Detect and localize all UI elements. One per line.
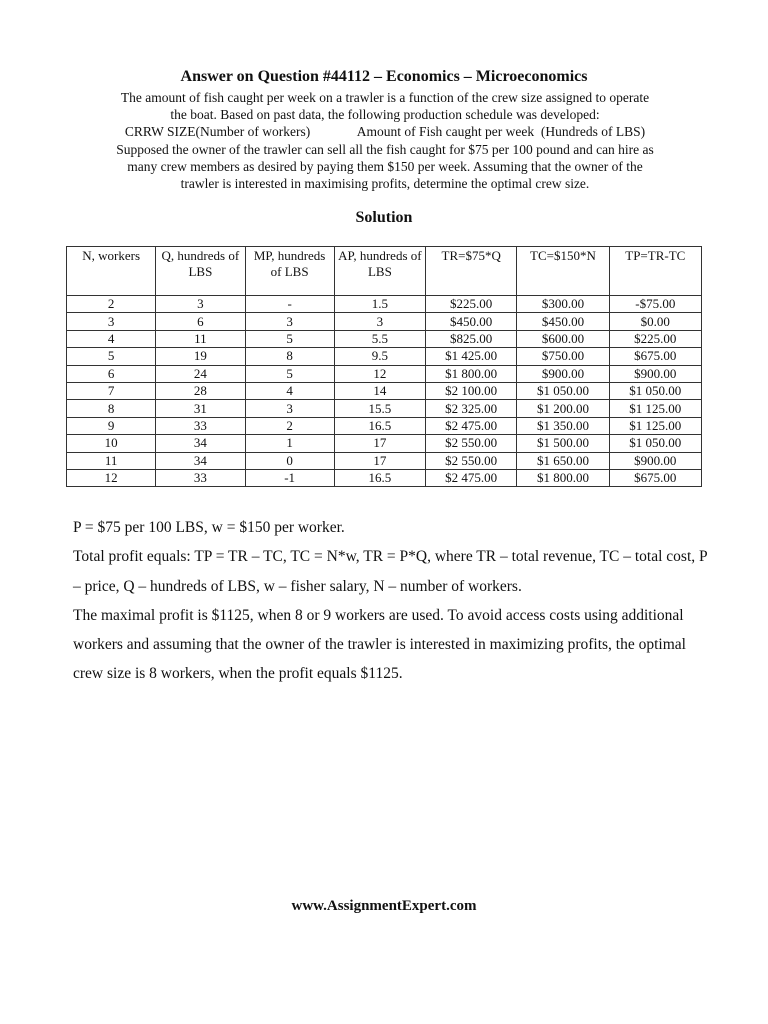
cell-ap: 16.5 [334, 417, 425, 434]
cell-tp: $900.00 [609, 365, 701, 382]
cell-tc: $1 050.00 [517, 382, 609, 399]
cell-n: 2 [67, 296, 156, 313]
cell-n: 7 [67, 382, 156, 399]
cell-tr: $2 550.00 [426, 435, 517, 452]
cell-ap: 5.5 [334, 330, 425, 347]
cell-ap: 17 [334, 435, 425, 452]
table-row [67, 469, 702, 486]
cell-tp: $1 125.00 [609, 400, 701, 417]
table-row [67, 400, 702, 417]
cell-tp: $225.00 [609, 330, 701, 347]
footer-website: www.AssignmentExpert.com [291, 898, 477, 914]
cell-tp: $0.00 [609, 313, 701, 330]
cell-q: 11 [156, 330, 245, 347]
cell-tp: -$75.00 [609, 296, 701, 313]
table-row [67, 296, 702, 313]
cell-n: 12 [67, 469, 156, 486]
cell-q: 24 [156, 365, 245, 382]
cell-ap: 9.5 [334, 348, 425, 365]
cell-tc: $450.00 [517, 313, 609, 330]
cell-q: 28 [156, 382, 245, 399]
question-line: the boat. Based on past data, the following production schedule was developed: [170, 107, 600, 123]
cell-ap: 3 [334, 313, 425, 330]
cell-tp: $675.00 [609, 469, 701, 486]
cell-tr: $1 800.00 [426, 365, 517, 382]
cell-mp: 1 [245, 435, 334, 452]
cell-tc: $1 800.00 [517, 469, 609, 486]
table-row [67, 382, 702, 399]
cell-tc: $1 500.00 [517, 435, 609, 452]
header-tp: TP=TR-TC [609, 247, 701, 296]
cell-tr: $225.00 [426, 296, 517, 313]
cell-tr: $825.00 [426, 330, 517, 347]
header-n-workers: N, workers [67, 247, 156, 296]
question-line: Supposed the owner of the trawler can sell all the fish caught for $75 per 100 pound and can hire as [116, 141, 654, 157]
cell-n: 11 [67, 452, 156, 469]
cell-n: 4 [67, 330, 156, 347]
table-row [67, 417, 702, 434]
cell-tc: $1 650.00 [517, 452, 609, 469]
cell-tr: $2 100.00 [426, 382, 517, 399]
cell-n: 3 [67, 313, 156, 330]
cell-tp: $900.00 [609, 452, 701, 469]
cell-mp: 2 [245, 417, 334, 434]
cell-tr: $1 425.00 [426, 348, 517, 365]
cell-mp: 5 [245, 365, 334, 382]
cell-mp: 0 [245, 452, 334, 469]
cell-mp: 4 [245, 382, 334, 399]
table-row [67, 435, 702, 452]
solution-text [73, 513, 713, 689]
cell-q: 33 [156, 469, 245, 486]
cell-tc: $750.00 [517, 348, 609, 365]
cell-n: 6 [67, 365, 156, 382]
cell-q: 34 [156, 452, 245, 469]
cell-n: 5 [67, 348, 156, 365]
production-table [66, 246, 702, 487]
cell-tr: $450.00 [426, 313, 517, 330]
cell-q: 34 [156, 435, 245, 452]
solution-heading: Solution [355, 209, 413, 226]
cell-tp: $1 050.00 [609, 382, 701, 399]
cell-tp: $1 125.00 [609, 417, 701, 434]
paragraph-conclusion: The maximal profit is $1125, when 8 or 9 workers are used. To avoid access costs using additional workers and assuming that the owner of the trawler is interested in maximizing profits, the optimal crew size is 8 workers, when the profit equals $1125. [73, 606, 686, 683]
cell-tr: $2 475.00 [426, 469, 517, 486]
table-row [67, 313, 702, 330]
cell-q: 31 [156, 400, 245, 417]
table-header-row [67, 247, 702, 296]
cell-tp: $1 050.00 [609, 435, 701, 452]
table-row [67, 365, 702, 382]
cell-q: 33 [156, 417, 245, 434]
cell-ap: 17 [334, 452, 425, 469]
cell-ap: 12 [334, 365, 425, 382]
cell-mp: 8 [245, 348, 334, 365]
cell-tc: $300.00 [517, 296, 609, 313]
cell-ap: 1.5 [334, 296, 425, 313]
question-line: trawler is interested in maximising profits, determine the optimal crew size. [180, 176, 590, 192]
header-ap: AP, hundreds of LBS [334, 247, 425, 296]
cell-q: 19 [156, 348, 245, 365]
cell-tc: $1 350.00 [517, 417, 609, 434]
document-title: Answer on Question #44112 – Economics – Microeconomics [180, 68, 588, 85]
cell-n: 10 [67, 435, 156, 452]
cell-mp: -1 [245, 469, 334, 486]
table-row [67, 330, 702, 347]
cell-q: 3 [156, 296, 245, 313]
table-row [67, 348, 702, 365]
header-mp: MP, hundreds of LBS [245, 247, 334, 296]
table-row [67, 452, 702, 469]
header-tc: TC=$150*N [517, 247, 609, 296]
cell-mp: 3 [245, 400, 334, 417]
cell-q: 6 [156, 313, 245, 330]
question-line: many crew members as desired by paying them $150 per week. Assuming that the owner of the [127, 158, 643, 174]
cell-tc: $600.00 [517, 330, 609, 347]
cell-ap: 14 [334, 382, 425, 399]
question-text [60, 89, 710, 192]
cell-mp: 3 [245, 313, 334, 330]
cell-mp: - [245, 296, 334, 313]
header-q: Q, hundreds of LBS [156, 247, 245, 296]
cell-tp: $675.00 [609, 348, 701, 365]
question-line: The amount of fish caught per week on a trawler is a function of the crew size assigned to operate [120, 90, 650, 105]
header-tr: TR=$75*Q [426, 247, 517, 296]
cell-ap: 16.5 [334, 469, 425, 486]
cell-tc: $1 200.00 [517, 400, 609, 417]
cell-tr: $2 475.00 [426, 417, 517, 434]
cell-n: 9 [67, 417, 156, 434]
cell-tr: $2 325.00 [426, 400, 517, 417]
cell-n: 8 [67, 400, 156, 417]
paragraph-formula: Total profit equals: TP = TR – TC, TC = N*w, TR = P*Q, where TR – total revenue, TC – total cost, P – price, Q – hundreds of LBS, w – fisher salary, N – number of workers. [73, 548, 708, 595]
cell-tr: $2 550.00 [426, 452, 517, 469]
question-line: CRRW SIZE(Number of workers) Amount of Fish caught per week (Hundreds of LBS) [124, 124, 646, 140]
cell-ap: 15.5 [334, 400, 425, 417]
cell-mp: 5 [245, 330, 334, 347]
paragraph-parameters: P = $75 per 100 LBS, w = $150 per worker. [73, 519, 345, 536]
cell-tc: $900.00 [517, 365, 609, 382]
